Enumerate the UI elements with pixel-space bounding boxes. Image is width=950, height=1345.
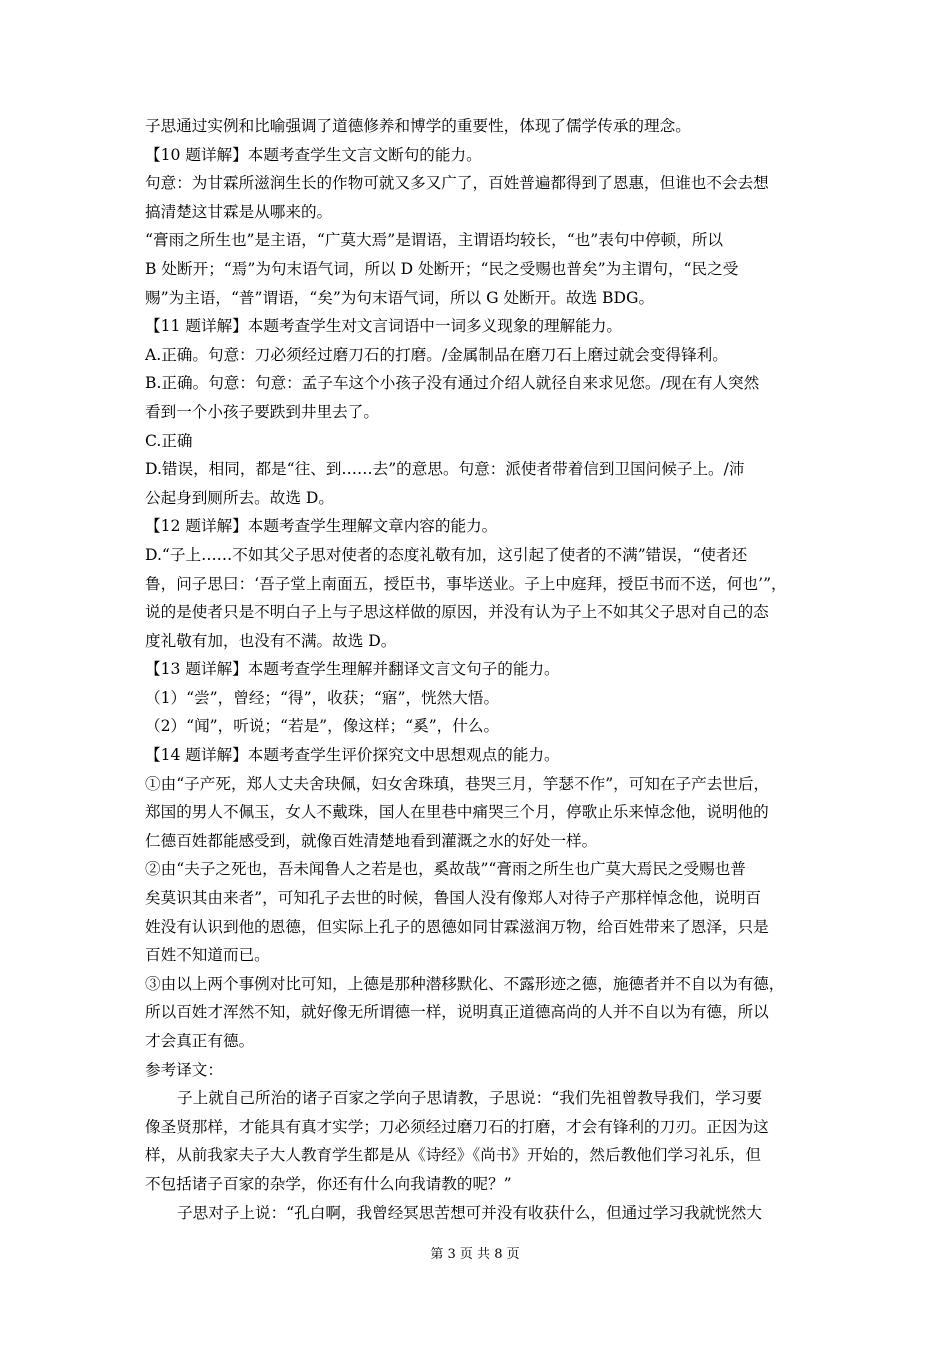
text-line: ③由以上两个事例对比可知，上德是那种潜移默化、不露形迹之德，施德者并不自以为有德， [145,974,785,993]
text-line: 所以百姓才浑然不知，就好像无所谓德一样，说明真正道德高尚的人并不自以为有德，所以 [145,1003,769,1022]
q14-heading: 【14 题详解】本题考查学生评价探究文中思想观点的能力。 [145,746,560,765]
summary-line: 子思通过实例和比喻强调了道德修养和博学的重要性，体现了儒学传承的理念。 [145,117,691,135]
text-line: 鲁，问子思曰：‘吾子堂上南面五，授臣书，事毕送业。子上中庭拜，授臣书而不送，何也’”， [145,574,787,593]
text-line: B 处断开；“焉”为句末语气词，所以 D 处断开；“民之受赐也普矣”为主谓句，“民之受 [145,259,739,278]
text-line: 姓没有认识到他的恩德，但实际上孔子的恩德如同甘霖滋润万物，给百姓带来了恩泽，只是 [145,917,769,936]
text-line: （2）“闻”，听说；“若是”，像这样；“奚”，什么。 [145,717,500,736]
text-line: 郑国的男人不佩玉，女人不戴珠，国人在里巷中痛哭三个月，停歌止乐来悼念他，说明他的 [145,803,769,822]
text-line: 公起身到厕所去。故选 D。 [145,488,334,507]
translation-line: 子上就自己所治的诸子百家之学向子思请教，子思说：“我们先祖曾教导我们，学习要 [177,1089,762,1108]
text-line: 才会真正有德。 [145,1032,255,1050]
q11-heading: 【11 题详解】本题考查学生对文言词语中一词多义现象的理解能力。 [145,317,623,336]
text-line: 度礼敬有加，也没有不满。故选 D。 [145,631,397,650]
option-d-line: D.错误，相同，都是“往、到……去”的意思。句意：派使者带着信到卫国问候子上。/沛 [145,460,745,479]
text-line: 仁德百姓都能感受到，就像百姓清楚地看到灌溉之水的好处一样。 [145,831,598,850]
text-line: ①由“子产死，郑人丈夫舍玦佩，妇女舍珠瑱，巷哭三月，竽瑟不作”，可知在子产去世后， [145,774,770,793]
translation-line: 不包括诸子百家的杂学，你还有什么向我请教的呢？” [145,1174,512,1193]
text-line: 矣莫识其由来者”，可知孔子去世的时候，鲁国人没有像郑人对待子产那样悼念他，说明百 [145,889,762,908]
text-line: “膏雨之所生也”是主语，“广莫大焉”是谓语，主谓语均较长，“也”表句中停顿，所以 [145,231,724,250]
translation-line: 像圣贤那样，才能具有真才实学；刀必须经过磨刀石的打磨，才会有锋利的刀刃。正因为这 [145,1117,769,1136]
text-line: 赐”为主语，“普”谓语，“矣”为句末语气词，所以 G 处断开。故选 BDG。 [145,288,655,307]
text-line: 搞清楚这甘霖是从哪来的。 [145,202,333,221]
q13-heading: 【13 题详解】本题考查学生理解并翻译文言文句子的能力。 [145,660,560,679]
option-a-line: A.正确。句意：刀必须经过磨刀石的打磨。/金属制品在磨刀石上磨过就会变得锋利。 [145,345,728,364]
text-line: 百姓不知道而已。 [145,946,270,965]
option-c-line: C.正确 [145,431,193,450]
translation-line: 子思对子上说：“孔白啊，我曾经冥思苦想可并没有收获什么，但通过学习我就恍然大 [177,1203,762,1222]
translation-heading: 参考译文： [145,1060,223,1079]
text-line: 句意：为甘霖所滋润生长的作物可就又多又广了，百姓普遍都得到了恩惠，但谁也不会去想 [145,174,769,193]
page-number: 第 3 页 共 8 页 [430,1247,520,1262]
text-line: 说的是使者只是不明白子上与子思这样做的原因，并没有认为子上不如其父子思对自己的态 [145,603,769,622]
text-line: （1）“尝”，曾经；“得”，收获；“寤”，恍然大悟。 [145,688,500,707]
option-b-line: B.正确。句意：句意：孟子车这个小孩子没有通过介绍人就径自来求见您。/现在有人突然 [145,374,760,393]
translation-line: 样，从前我家夫子大人教育学生都是从《诗经》《尚书》开始的，然后教他们学习礼乐，但 [145,1146,761,1165]
document-body [145,112,810,1227]
q12-heading: 【12 题详解】本题考查学生理解文章内容的能力。 [145,517,498,536]
text-line: 看到一个小孩子要跌到井里去了。 [145,402,379,421]
text-line: ②由“夫子之死也，吾未闻鲁人之若是也，奚故哉”“膏雨之所生也广莫大焉民之受赐也普 [145,860,746,879]
text-line: D.“子上……不如其父子思对使者的态度礼敬有加，这引起了使者的不满”错误，“使者还 [145,545,748,564]
q10-heading: 【10 题详解】本题考查学生文言文断句的能力。 [145,145,482,164]
